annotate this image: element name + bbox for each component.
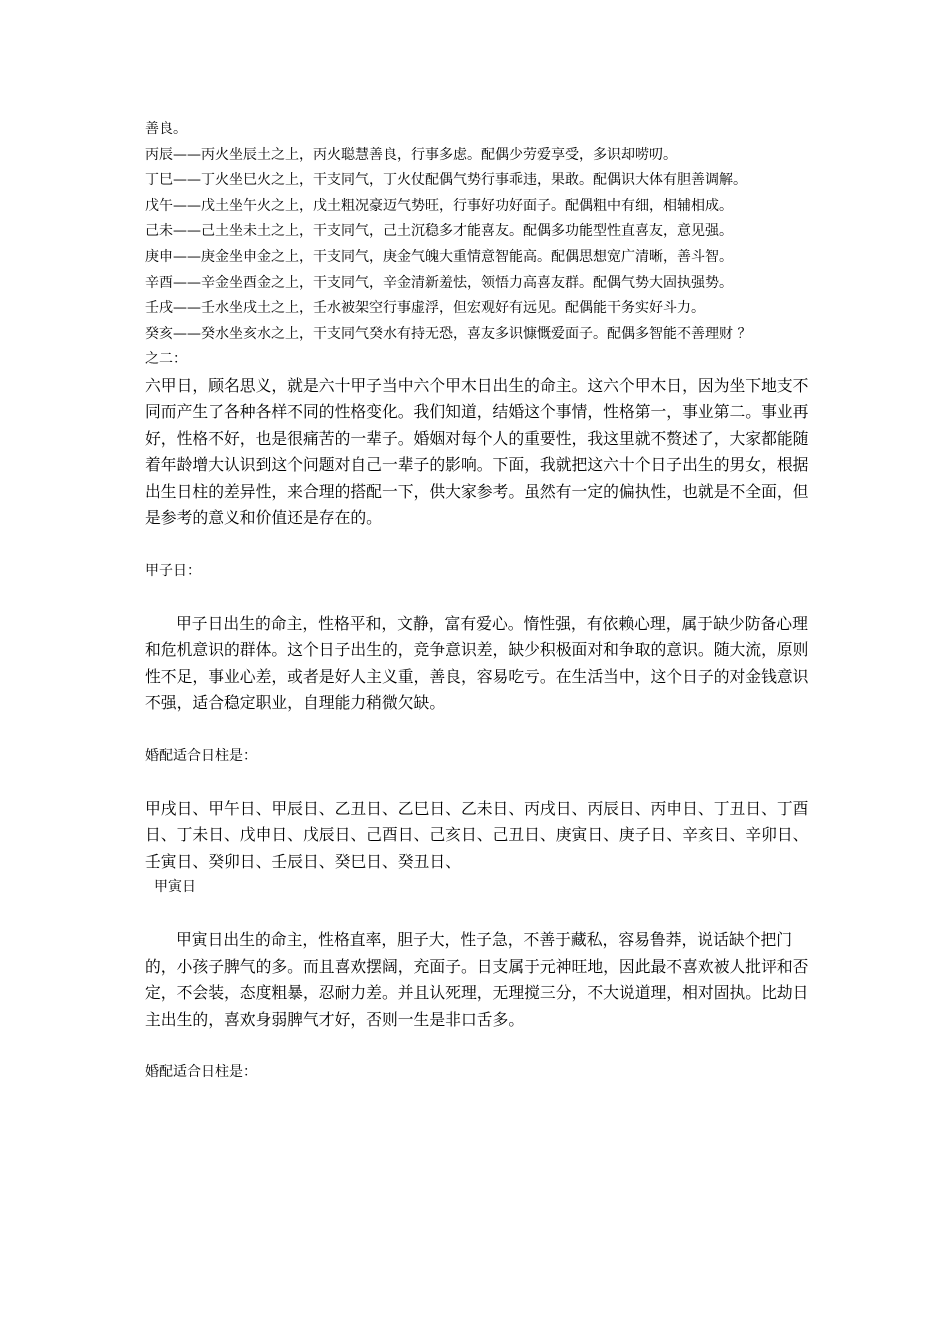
text-line-xinyou: 辛酉——辛金坐酉金之上，干支同气，辛金清新羞怯，领悟力高喜友群。配偶气势大固执强势。	[145, 274, 733, 291]
document-page	[145, 117, 810, 1084]
text-line-dingsi: 丁巳——丁火坐巳火之上，干支同气，丁火仗配偶气势行事乖违，果敢。配偶识大体有胆善调解。	[145, 172, 747, 189]
text-line-gengshen: 庚申——庚金坐申金之上，干支同气，庚金气魄大重情意智能高。配偶思想宽广清晰，善斗智。	[145, 248, 733, 265]
section-heading-part-two: 之二：	[145, 351, 187, 368]
match-label-jiayin: 婚配适合日柱是：	[145, 1064, 257, 1081]
heading-jiazi: 甲子日：	[145, 562, 201, 579]
text-line-renxu: 壬戌——壬水坐戌土之上，壬水被架空行事虚浮，但宏观好有远见。配偶能干务实好斗力。	[145, 300, 705, 317]
paragraph-jiayin: 甲寅日出生的命主，性格直率，胆子大，性子急，不善于藏私，容易鲁莽，说话缺个把门的，小孩子脾气的多。而且喜欢摆阔，充面子。日支属于元神旺地，因此最不喜欢被人批评和否定，不会装，态度粗暴，忍耐力差。并且认死理，无理搅三分，不大说道理，相对固执。比劫日主出生的，喜欢身弱脾气才好，否则一生是非口舌多。	[145, 930, 809, 1029]
text-line-shanliang: 善良。	[145, 121, 187, 137]
intro-paragraph: 六甲日，顾名思义，就是六十甲子当中六个甲木日出生的命主。这六个甲木日，因为坐下地支不同而产生了各种各样不同的性格变化。我们知道，结婚这个事情，性格第一，事业第二。事业再好，性格不好，也是很痛苦的一辈子。婚姻对每个人的重要性，我这里就不赘述了，大家都能随着年龄增大认识到这个问题对自己一辈子的影响。下面，我就把这六十个日子出生的男女，根据出生日柱的差异性，来合理的搭配一下，供大家参考。虽然有一定的偏执性，也就是不全面，但是参考的意义和价值还是存在的。	[145, 375, 809, 528]
match-list-jiazi: 甲戌日、甲午日、甲辰日、乙丑日、乙巳日、乙未日、丙戌日、丙辰日、丙申日、丁丑日、丁酉日、丁未日、戊申日、戊辰日、己酉日、己亥日、己丑日、庚寅日、庚子日、辛亥日、辛卯日、壬寅日、癸卯日、壬辰日、癸巳日、癸丑日、	[145, 798, 809, 871]
paragraph-jiazi: 甲子日出生的命主，性格平和，文静，富有爱心。惰性强，有依赖心理，属于缺少防备心理和危机意识的群体。这个日子出生的，竞争意识差，缺少积极面对和争取的意识。随大流，原则性不足，事业心差，或者是好人主义重，善良，容易吃亏。在生活当中，这个日子的对金钱意识不强，适合稳定职业，自理能力稍微欠缺。	[145, 613, 809, 713]
text-line-guihai: 癸亥——癸水坐亥水之上，干支同气癸水有持无恐，喜友多识慷慨爱面子。配偶多智能不善理财 ？	[145, 325, 752, 342]
text-line-jiwei: 己未——己土坐未土之上，干支同气，己土沉稳多才能喜友。配偶多功能型性直喜友，意见强。	[145, 223, 733, 240]
heading-jiayin: 甲寅日	[154, 879, 196, 896]
match-label-jiazi: 婚配适合日柱是：	[145, 747, 257, 764]
text-line-bingchen: 丙辰——丙火坐辰土之上，丙火聪慧善良，行事多虑。配偶少劳爱享受，多识却唠叨。	[145, 146, 677, 163]
text-line-wuwu: 戊午——戊土坐午火之上，戊土粗况豪迈气势旺，行事好功好面子。配偶粗中有细，相辅相成。	[145, 197, 733, 214]
